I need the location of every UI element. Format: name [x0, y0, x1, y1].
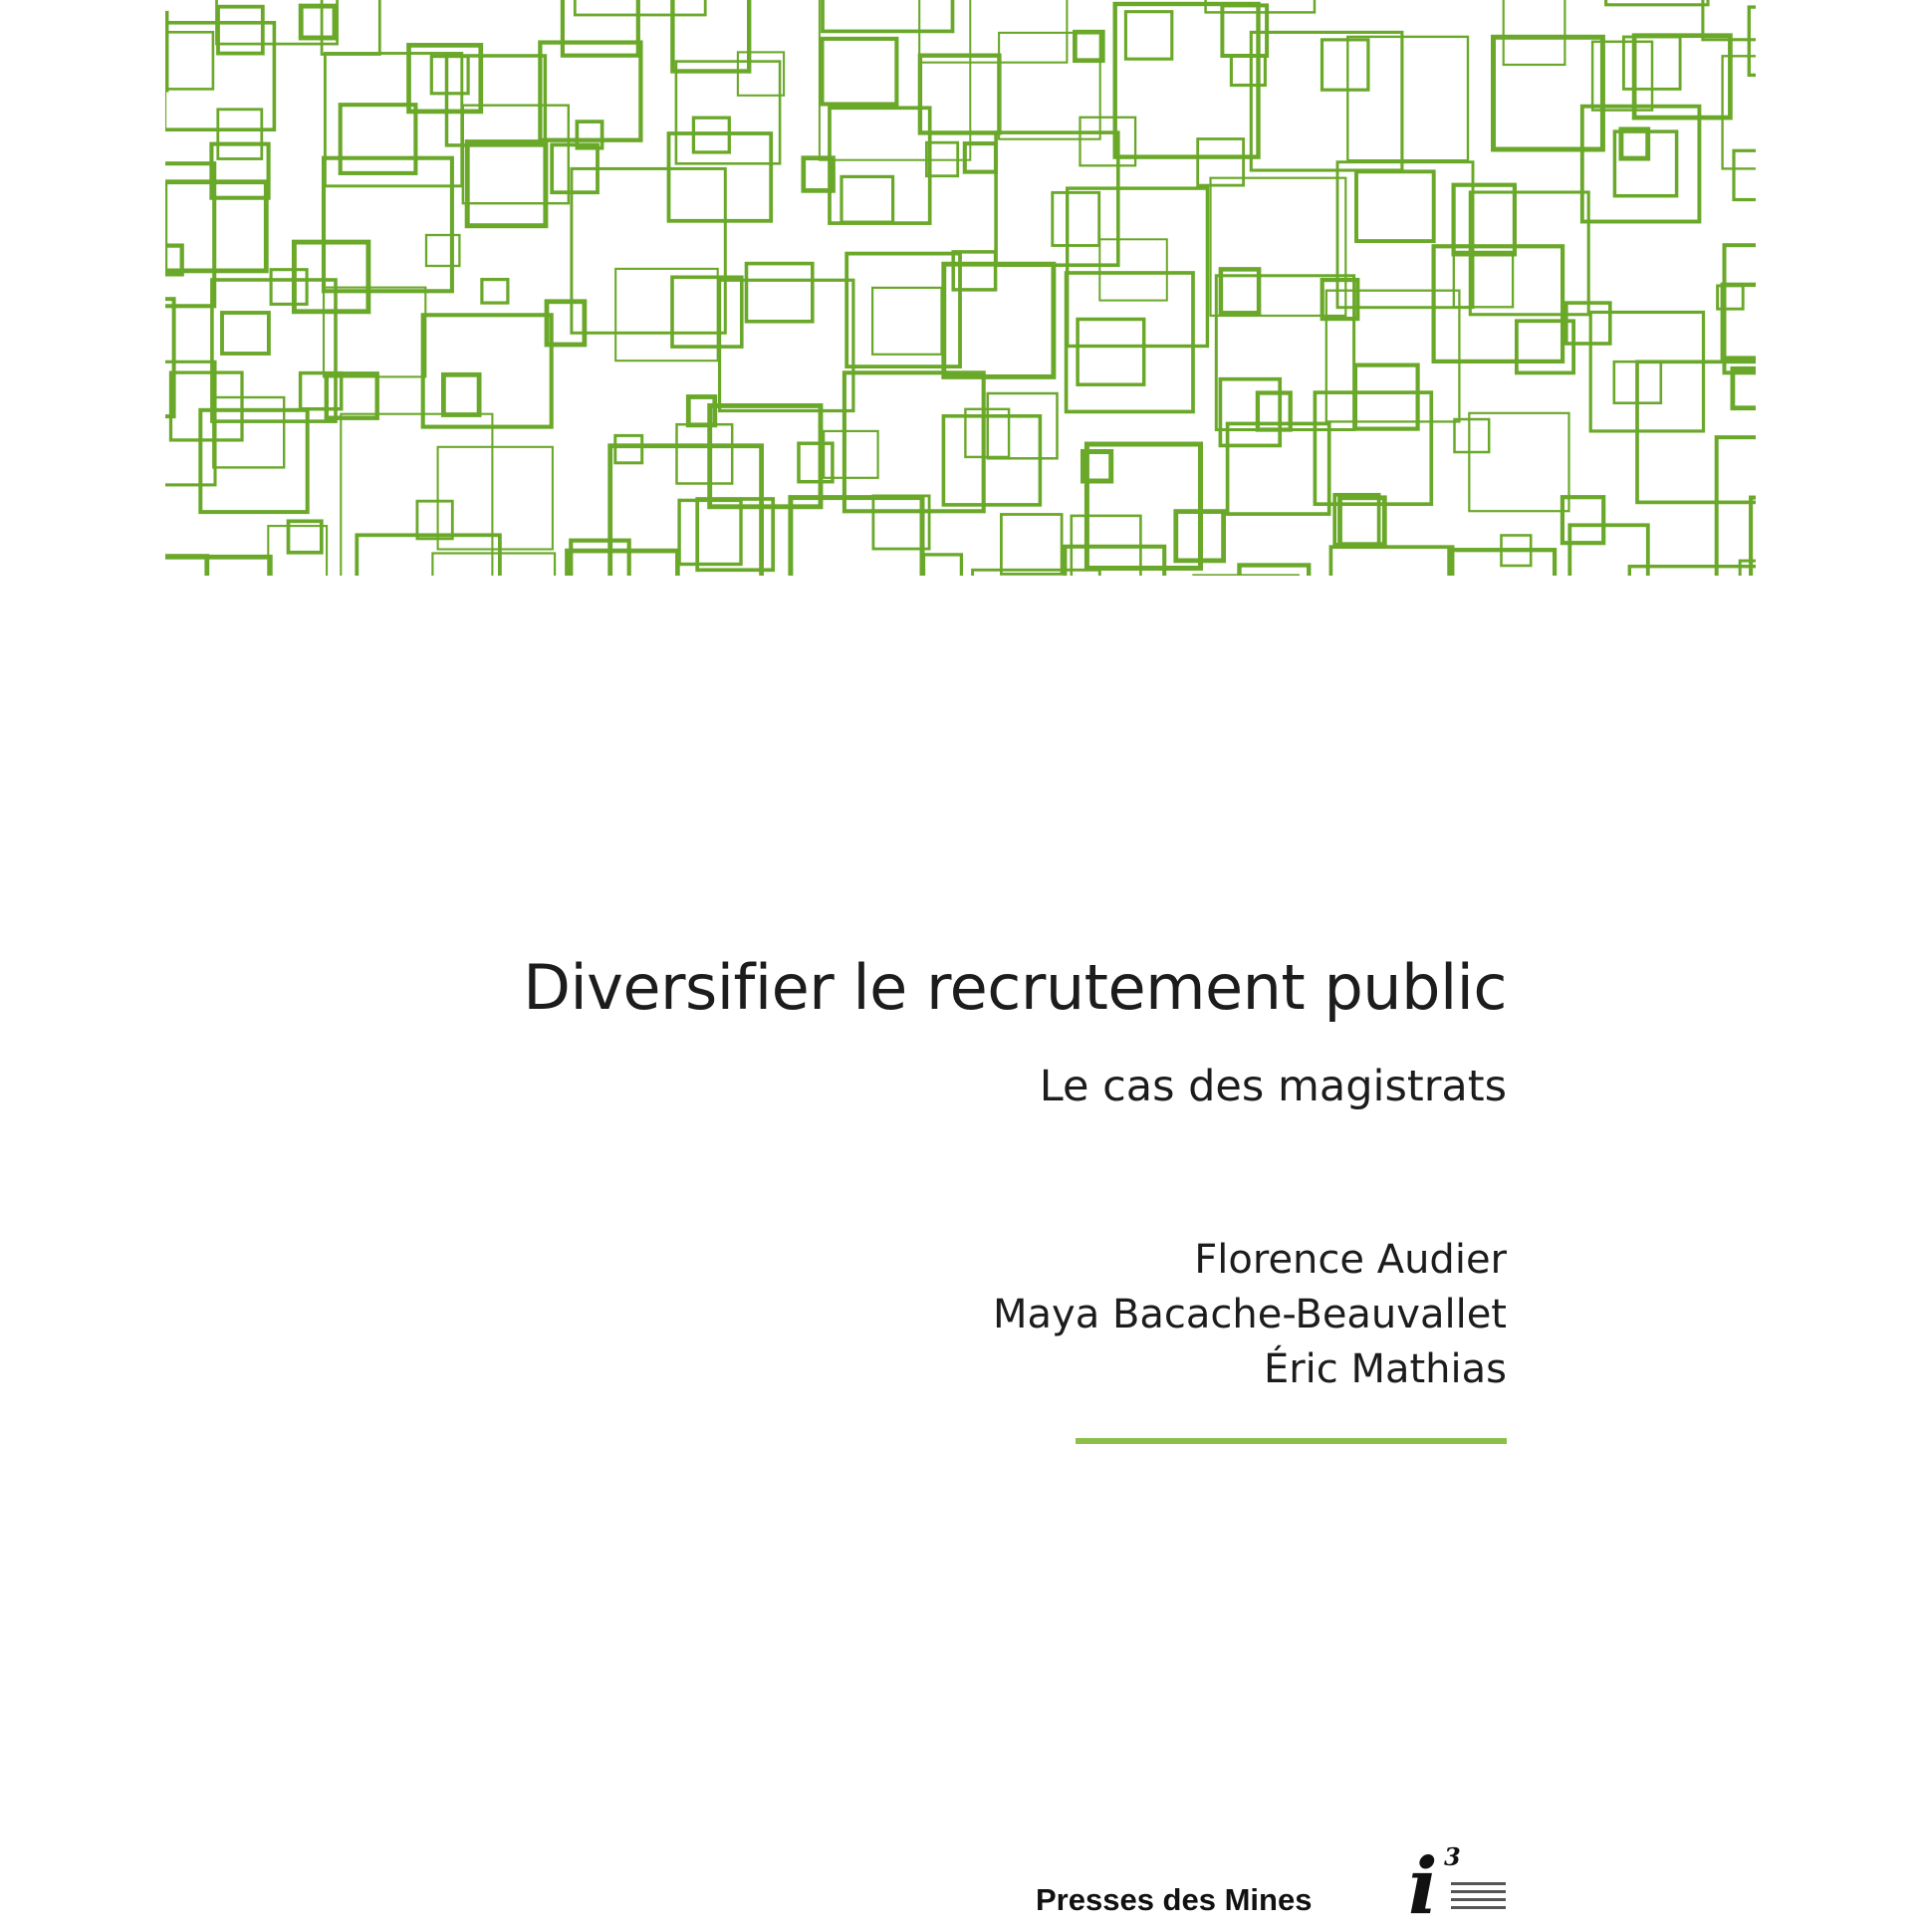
- pattern-square: [672, 277, 742, 347]
- pattern-square: [1322, 280, 1358, 319]
- pattern-square: [830, 108, 930, 223]
- pattern-square: [1053, 192, 1099, 245]
- pattern-square: [1504, 0, 1565, 65]
- pattern-square: [171, 372, 243, 440]
- author-name: Florence Audier: [1194, 1237, 1507, 1283]
- pattern-square: [1355, 365, 1418, 429]
- pattern-square: [747, 264, 813, 322]
- publisher-name: Presses des Mines: [1036, 1882, 1313, 1917]
- pattern-square: [1315, 392, 1431, 504]
- pattern-square: [324, 288, 425, 377]
- pattern-square: [1454, 185, 1515, 255]
- pattern-square: [1216, 276, 1353, 430]
- pattern-square: [571, 541, 628, 576]
- pattern-square: [218, 110, 262, 159]
- pattern-square: [1347, 37, 1468, 160]
- pattern-square: [677, 424, 733, 483]
- pattern-square: [301, 6, 335, 38]
- author-list: [993, 1233, 1507, 1397]
- pattern-square: [1356, 171, 1434, 241]
- pattern-square: [568, 551, 678, 576]
- pattern-square: [212, 280, 336, 421]
- pattern-square: [325, 54, 461, 186]
- author-name: Éric Mathias: [1263, 1346, 1507, 1392]
- pattern-square: [738, 52, 784, 95]
- pattern-square: [823, 39, 897, 105]
- pattern-square: [271, 270, 307, 305]
- pattern-square: [1078, 320, 1144, 385]
- pattern-square: [222, 313, 269, 354]
- pattern-square: [1455, 419, 1490, 452]
- pattern-square: [341, 414, 492, 576]
- pattern-square: [1751, 498, 1756, 576]
- pattern-square: [324, 158, 452, 292]
- pattern-square: [844, 372, 984, 511]
- pattern-square: [943, 416, 1040, 505]
- pattern-square: [1193, 576, 1298, 577]
- logo-letter: i: [1408, 1841, 1438, 1932]
- pattern-square: [1582, 107, 1700, 222]
- pattern-square: [426, 235, 459, 266]
- pattern-square: [1067, 273, 1193, 411]
- pattern-square: [1740, 561, 1756, 576]
- green-divider: [1076, 1438, 1507, 1444]
- pattern-square: [1068, 188, 1208, 346]
- pattern-square: [1322, 40, 1368, 90]
- pattern-square: [1469, 413, 1568, 511]
- pattern-square: [610, 446, 762, 576]
- pattern-square: [669, 133, 772, 221]
- pattern-square: [1621, 129, 1648, 158]
- pattern-square: [218, 7, 263, 54]
- pattern-square: [1330, 547, 1452, 576]
- pattern-square: [924, 555, 962, 576]
- pattern-square: [341, 105, 416, 173]
- pattern-square: [1723, 285, 1756, 359]
- pattern-square: [165, 557, 270, 576]
- pattern-square: [1734, 150, 1756, 199]
- pattern-square: [1075, 32, 1102, 61]
- pattern-square: [1001, 515, 1062, 575]
- pattern-square: [482, 280, 508, 304]
- pattern-square: [1606, 0, 1708, 5]
- pattern-square: [872, 288, 941, 355]
- pattern-square: [615, 435, 642, 462]
- book-subtitle: Le cas des magistrats: [1039, 1062, 1507, 1111]
- pattern-square: [417, 501, 452, 539]
- pattern-square: [1494, 37, 1603, 149]
- logo-small-text-lines: [1451, 1882, 1506, 1916]
- book-title: Diversifier le recrutement public: [523, 951, 1507, 1024]
- pattern-square: [841, 176, 893, 222]
- pattern-square: [211, 144, 268, 198]
- green-squares-pattern: [165, 0, 1756, 576]
- pattern-square: [1099, 239, 1167, 300]
- pattern-square: [432, 554, 555, 577]
- i3-logo-icon: [1404, 1841, 1514, 1932]
- pattern-square: [213, 397, 284, 467]
- pattern-square: [799, 443, 833, 482]
- pattern-square: [710, 405, 821, 506]
- pattern-square: [1454, 252, 1513, 307]
- pattern-square: [920, 56, 1000, 133]
- pattern-square: [1590, 313, 1703, 431]
- pattern-square: [165, 32, 213, 89]
- pattern-square: [1086, 444, 1200, 569]
- author-name: Maya Bacache-Beauvallet: [993, 1292, 1507, 1337]
- pattern-square: [467, 142, 546, 226]
- pattern-square: [823, 0, 953, 31]
- pattern-square: [1115, 4, 1259, 157]
- logo-superscript: 3: [1444, 1842, 1461, 1871]
- pattern-square: [1251, 32, 1402, 170]
- pattern-square: [988, 393, 1058, 458]
- pattern-square: [443, 374, 479, 414]
- pattern-square: [999, 33, 1100, 139]
- pattern-square: [679, 500, 741, 564]
- pattern-square: [357, 535, 500, 576]
- pattern-square: [165, 163, 214, 306]
- pattern-square: [1125, 12, 1171, 60]
